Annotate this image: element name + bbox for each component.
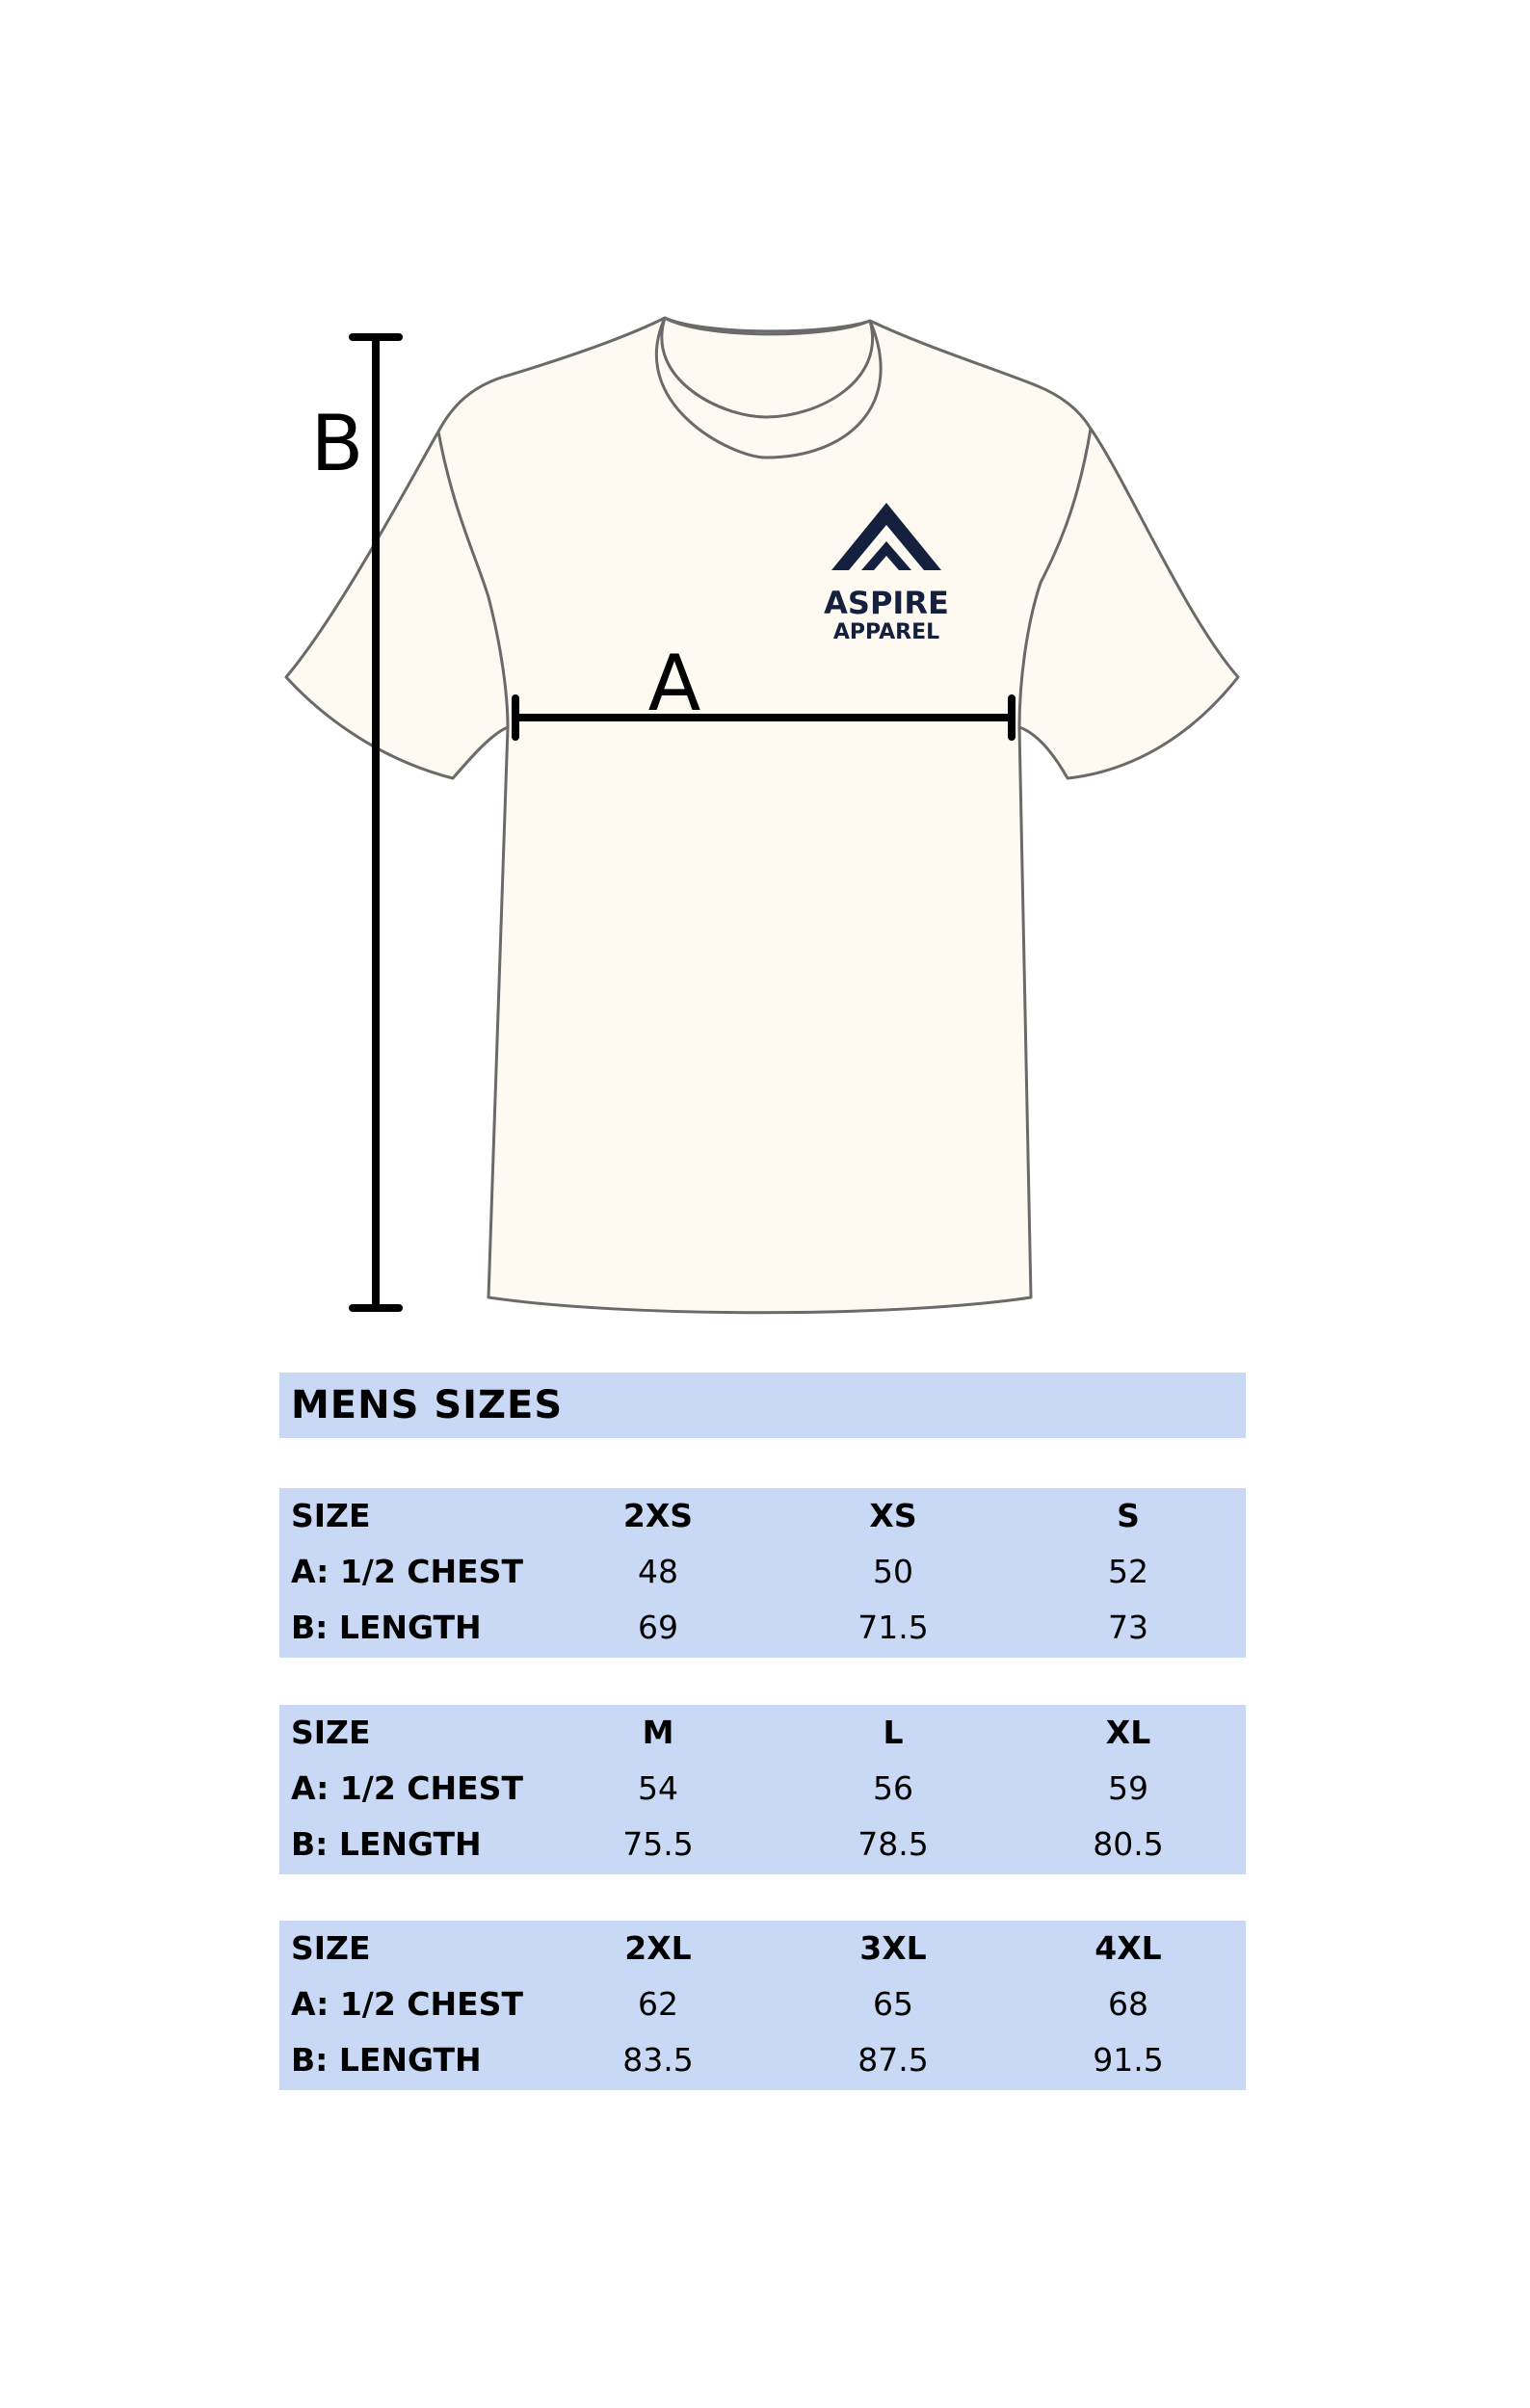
chest-row <box>279 1544 1246 1600</box>
chest-cell: 54 <box>638 1769 678 1807</box>
chest-row <box>279 1761 1246 1817</box>
size-table <box>279 1488 1246 1658</box>
length-row <box>279 1817 1246 1872</box>
measure-b-label: B <box>310 399 364 488</box>
size-table <box>279 1921 1246 2090</box>
size-row <box>279 1921 1246 1976</box>
chest-row <box>279 1976 1246 2032</box>
length-cell: 80.5 <box>1093 1825 1164 1863</box>
chest-cell: 59 <box>1108 1769 1148 1807</box>
chest-cell: 56 <box>873 1769 913 1807</box>
size-cell: S <box>1117 1497 1140 1534</box>
size-cell: XS <box>869 1497 917 1534</box>
length-cell: 73 <box>1108 1609 1148 1646</box>
chest-cell: 48 <box>638 1553 678 1590</box>
length-cell: 78.5 <box>857 1825 929 1863</box>
row-label: A: 1/2 CHEST <box>291 1553 523 1590</box>
logo-text-line2: APPAREL <box>832 620 940 644</box>
logo-text-line1: ASPIRE <box>824 585 949 621</box>
size-row <box>279 1488 1246 1544</box>
size-row <box>279 1705 1246 1761</box>
mens-sizes-title: MENS SIZES <box>291 1383 564 1427</box>
length-cell: 83.5 <box>622 2041 694 2079</box>
row-label: A: 1/2 CHEST <box>291 1769 523 1807</box>
chest-cell: 52 <box>1108 1553 1148 1590</box>
length-cell: 87.5 <box>857 2041 929 2079</box>
length-cell: 71.5 <box>857 1609 929 1646</box>
row-label: SIZE <box>291 1929 371 1967</box>
tshirt-illustration <box>286 318 1238 1313</box>
mens-sizes-header <box>279 1373 1246 1438</box>
row-label: B: LENGTH <box>291 2041 482 2079</box>
row-label: B: LENGTH <box>291 1825 482 1863</box>
length-row <box>279 2032 1246 2088</box>
row-label: B: LENGTH <box>291 1609 482 1646</box>
row-label: SIZE <box>291 1497 371 1534</box>
chest-cell: 62 <box>638 1985 678 2023</box>
size-cell: 2XL <box>624 1929 692 1967</box>
tshirt-body <box>286 318 1238 1313</box>
chest-cell: 50 <box>873 1553 913 1590</box>
size-table <box>279 1705 1246 1874</box>
size-cell: XL <box>1105 1714 1151 1751</box>
row-label: A: 1/2 CHEST <box>291 1985 523 2023</box>
measure-b <box>311 337 399 1308</box>
chest-cell: 68 <box>1108 1985 1148 2023</box>
length-cell: 69 <box>638 1609 678 1646</box>
length-row <box>279 1600 1246 1656</box>
size-cell: 2XS <box>622 1497 694 1534</box>
size-cell: L <box>883 1714 904 1751</box>
length-cell: 91.5 <box>1093 2041 1164 2079</box>
chest-cell: 65 <box>873 1985 913 2023</box>
size-cell: 4XL <box>1095 1929 1162 1967</box>
row-label: SIZE <box>291 1714 371 1751</box>
size-cell: M <box>642 1714 674 1751</box>
measure-a-label: A <box>647 639 701 728</box>
length-cell: 75.5 <box>622 1825 694 1863</box>
size-cell: 3XL <box>859 1929 927 1967</box>
